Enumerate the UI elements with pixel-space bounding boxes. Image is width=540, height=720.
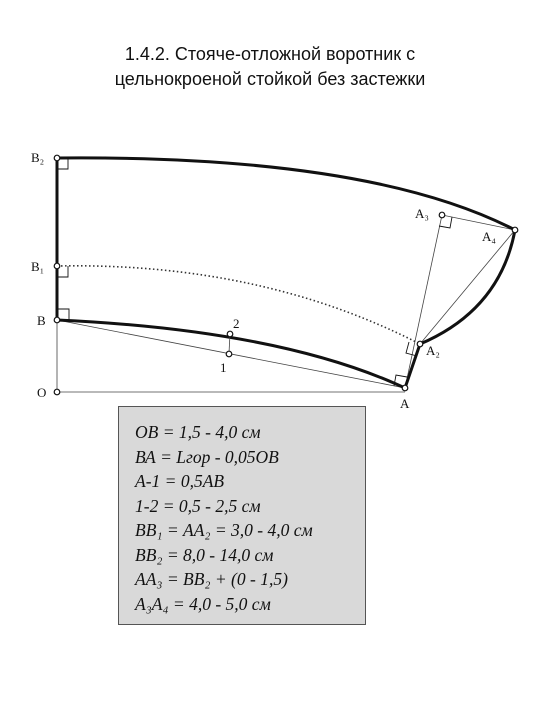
formula-1-2: 1-2 = 0,5 - 2,5 см bbox=[135, 495, 261, 516]
label-1: 1 bbox=[220, 360, 227, 375]
dotted-line-B1-A2 bbox=[57, 266, 420, 344]
point-B1-marker bbox=[54, 263, 60, 269]
formula-BA: ВА = Lгор - 0,05ОВ bbox=[135, 446, 279, 467]
label-B: В bbox=[37, 313, 46, 328]
point-A2-marker bbox=[417, 341, 423, 347]
title-line-1: 1.4.2. Стояче-отложной воротник с bbox=[124, 44, 416, 64]
label-2: 2 bbox=[233, 316, 240, 331]
point-B2-marker bbox=[54, 155, 60, 161]
formula-list bbox=[135, 420, 313, 616]
collar-outer-edge-top bbox=[57, 158, 515, 230]
point-B-marker bbox=[54, 317, 60, 323]
label-A4: А₄ bbox=[482, 229, 496, 244]
formula-A3A4: А₃А₄ = 4,0 - 5,0 см bbox=[135, 593, 271, 614]
formula-AA3: АА₃ = ВВ₂ + (0 - 1,5) bbox=[135, 569, 288, 589]
label-A: А bbox=[400, 396, 410, 411]
label-B2: В₂ bbox=[31, 150, 45, 165]
label-B1: В₁ bbox=[31, 259, 45, 274]
point-A-marker bbox=[402, 385, 408, 391]
formula-BB1: ВВ₁ = АА₂ = 3,0 - 4,0 см bbox=[135, 520, 313, 540]
point-A4-marker bbox=[512, 227, 518, 233]
point-1-marker bbox=[226, 351, 232, 357]
collar-front-stand bbox=[405, 344, 420, 388]
formula-OB: ОВ = 1,5 - 4,0 см bbox=[135, 422, 261, 442]
line-A3-A4 bbox=[442, 215, 515, 230]
point-2-marker bbox=[227, 331, 233, 337]
line-A-A3 bbox=[405, 215, 442, 388]
label-O: О bbox=[37, 385, 47, 400]
line-A2-A4 bbox=[420, 230, 515, 344]
label-A2: А₂ bbox=[426, 343, 440, 358]
point-O-marker bbox=[54, 389, 60, 395]
point-A3-marker bbox=[439, 212, 445, 218]
title-line-2: цельнокроеной стойкой без застежки bbox=[114, 69, 426, 89]
formula-BB2: ВВ₂ = 8,0 - 14,0 см bbox=[135, 544, 274, 565]
formula-box bbox=[118, 406, 366, 625]
formula-A1: А-1 = 0,5АВ bbox=[135, 471, 225, 491]
label-A3: А₃ bbox=[415, 206, 429, 221]
